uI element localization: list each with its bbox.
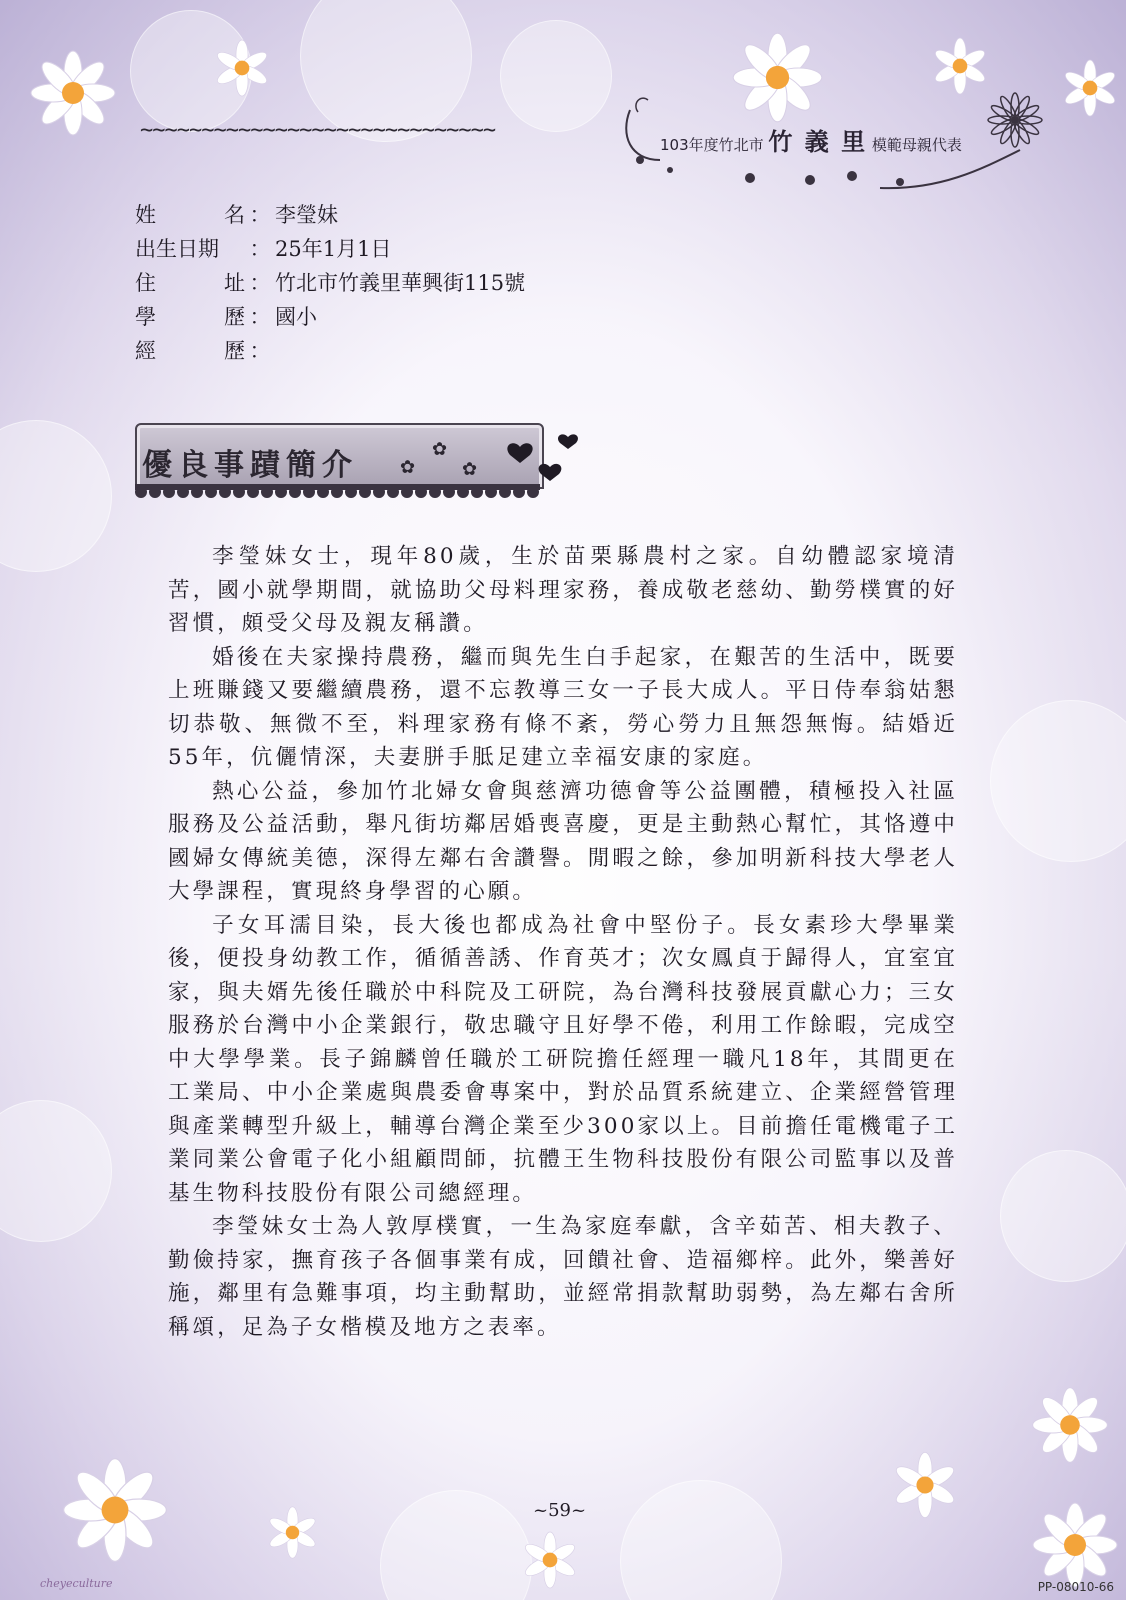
body-text bbox=[168, 540, 958, 1344]
daisy-icon bbox=[1030, 1500, 1120, 1590]
daisy-icon bbox=[1030, 1385, 1110, 1465]
info-colon: ： bbox=[249, 271, 271, 295]
heart-flower-ornament-icon bbox=[400, 425, 610, 495]
info-colon: ： bbox=[249, 305, 271, 329]
info-row-address bbox=[135, 266, 525, 300]
info-label: 經 歷 bbox=[135, 339, 245, 363]
svg-text:✿: ✿ bbox=[462, 459, 478, 480]
info-row-name bbox=[135, 198, 525, 232]
info-colon: ： bbox=[249, 237, 271, 261]
decor-bubble bbox=[380, 1490, 532, 1600]
info-value: 竹北市竹義里華興街115號 bbox=[275, 271, 526, 295]
paragraph: 熱心公益，參加竹北婦女會與慈濟功德會等公益團體，積極投入社區服務及公益活動，舉凡街坊鄰居婚喪喜慶，更是主動熱心幫忙，其恪遵中國婦女傳統美德，深得左鄰右舍讚譽。閒暇之餘，參加明新科技大學老人大學課程，實現終身學習的心願。 bbox=[168, 778, 958, 904]
info-label: 學 歷 bbox=[135, 305, 245, 329]
decor-bubble bbox=[990, 700, 1126, 862]
svg-text:✿: ✿ bbox=[400, 457, 416, 478]
daisy-icon bbox=[28, 48, 118, 138]
info-value: 國小 bbox=[275, 305, 317, 329]
info-value: 李瑩妹 bbox=[275, 203, 338, 227]
section-title: 優良事蹟簡介 bbox=[142, 448, 358, 483]
decor-bubble bbox=[1000, 1150, 1126, 1282]
decor-bubble bbox=[500, 20, 612, 132]
page-number: ~59~ bbox=[533, 1500, 587, 1521]
info-colon: ： bbox=[249, 339, 271, 363]
info-colon: ： bbox=[249, 203, 271, 227]
header-title-suffix: 模範母親代表 bbox=[871, 136, 962, 154]
paragraph: 李瑩妹女士為人敦厚樸實，一生為家庭奉獻，含辛茹苦、相夫教子、勤儉持家，撫育孩子各個事業有成，回饋社會、造福鄉梓。此外，樂善好施，鄰里有急難事項，均主動幫助，並經常捐款幫助弱勢，為左鄰右舍所稱頌，足為子女楷模及地方之表率。 bbox=[168, 1214, 958, 1340]
daisy-icon bbox=[520, 1530, 580, 1590]
daisy-icon bbox=[265, 1505, 320, 1560]
paragraph: 婚後在夫家操持農務，繼而與先生白手起家，在艱苦的生活中，既要上班賺錢又要繼續農務，還不忘教導三女一子長大成人。平日侍奉翁姑懇切恭敬、無微不至，料理家務有條不紊，勞心勞力且無怨無悔。結婚近55年，伉儷情深，夫妻胼手胝足建立幸福安康的家庭。 bbox=[168, 644, 958, 770]
decor-bubble bbox=[0, 1100, 112, 1242]
paragraph: 子女耳濡目染，長大後也都成為社會中堅份子。長女素珍大學畢業後，便投身幼教工作，循循善誘、作育英才；次女鳳貞于歸得人，宜室宜家，與夫婿先後任職於中科院及工研院，為台灣科技發展貢獻心力；三女服務於台灣中小企業銀行，敬忠職守且好學不倦，利用工作餘暇，完成空中大學學業。長子錦麟曾任職於工研院擔任經理一職凡18年，其間更在工業局、中小企業處與農委會專案中，對於品質系統建立、企業經營管理與產業轉型升級上，輔導台灣企業至少300家以上。目前擔任電機電子工業同業公會電子化小組顧問師，抗體王生物科技股份有限公司監事以及普基生物科技股份有限公司總經理。 bbox=[168, 912, 958, 1206]
daisy-icon bbox=[1060, 58, 1120, 118]
info-row-education bbox=[135, 300, 525, 334]
daisy-icon bbox=[930, 36, 990, 96]
info-label: 住 址 bbox=[135, 271, 245, 295]
decor-bubble bbox=[0, 420, 112, 572]
svg-text:✿: ✿ bbox=[432, 439, 448, 460]
header-title bbox=[660, 122, 962, 157]
document-code: PP-08010-66 bbox=[1037, 1580, 1114, 1594]
header-title-village: 竹 義 里 bbox=[768, 127, 868, 156]
daisy-icon bbox=[212, 38, 272, 98]
header-divider: ~~~~~~~~~~~~~~~~~~~~~~~~~~~~~ bbox=[140, 118, 496, 143]
daisy-icon bbox=[60, 1455, 170, 1565]
brand-watermark: cheyeculture bbox=[40, 1577, 113, 1590]
personal-info bbox=[135, 198, 525, 368]
header-title-prefix: 103年度竹北市 bbox=[660, 136, 764, 154]
info-label: 出生日期 bbox=[135, 237, 219, 261]
info-value: 25年1月1日 bbox=[275, 237, 392, 261]
paragraph: 李瑩妹女士，現年80歲，生於苗栗縣農村之家。自幼體認家境清苦，國小就學期間，就協助父母料理家務，養成敬老慈幼、勤勞樸實的好習慣，頗受父母及親友稱讚。 bbox=[168, 544, 958, 636]
info-row-birth bbox=[135, 232, 525, 266]
info-row-experience bbox=[135, 334, 525, 368]
info-label: 姓 名 bbox=[135, 203, 245, 227]
daisy-icon bbox=[890, 1450, 960, 1520]
decor-bubble bbox=[620, 1480, 782, 1600]
